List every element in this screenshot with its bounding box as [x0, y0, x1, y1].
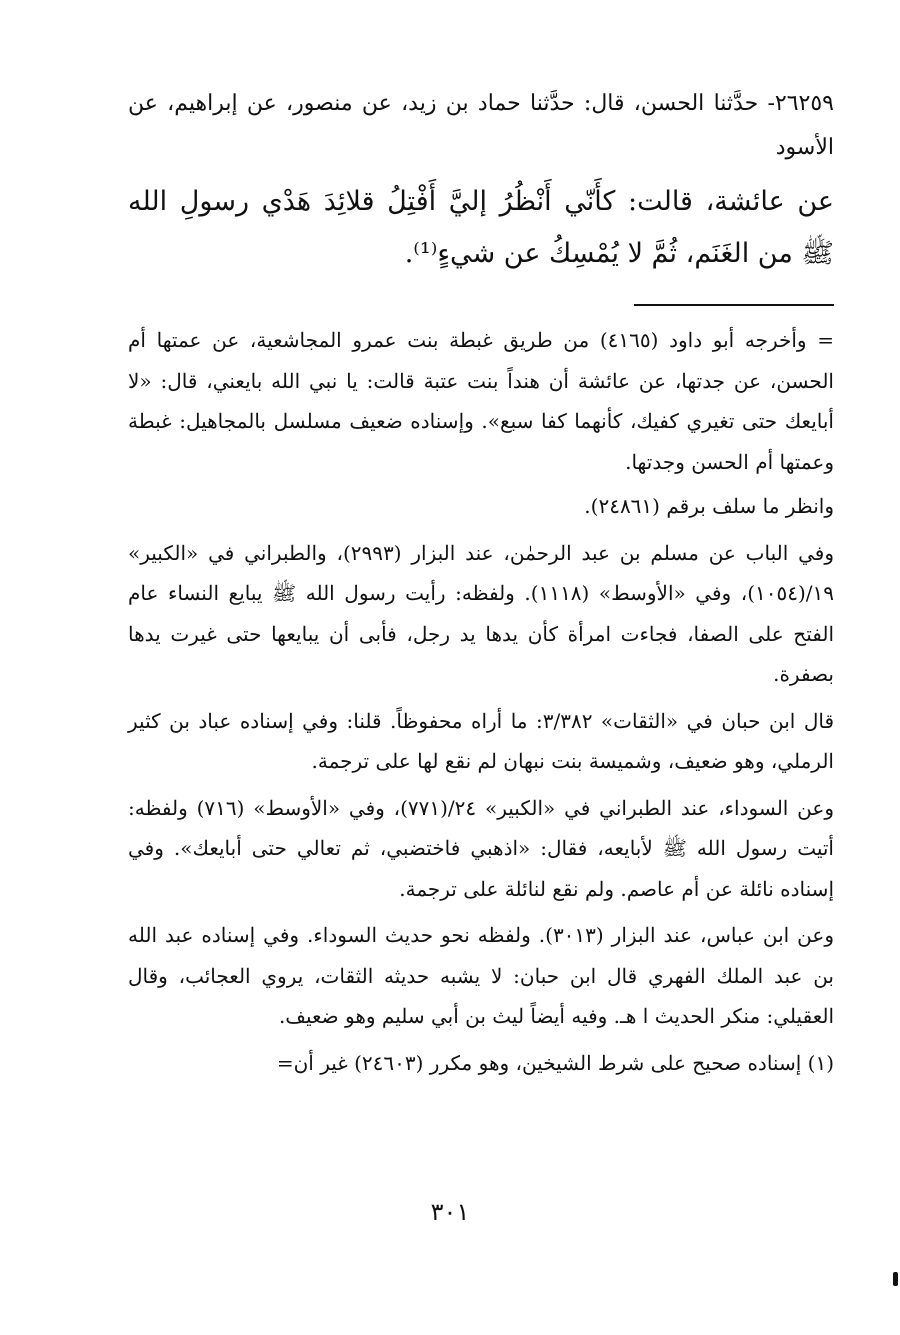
footnote-paragraph: وعن السوداء، عند الطبراني في «الكبير» ٢٤/(٧٧١)، وفي «الأوسط» (٧١٦) ولفظه: أتيت رسول الله ﷺ لأبايعه، فقال: «اذهبي فاختضبي، ثم تعالي حتى أبايعك». وفي إسناده نائلة عن أم عاصم. ولم نقع لنائلة على ترجمة.	[128, 795, 834, 901]
page-number: ٣٠١	[430, 1198, 470, 1226]
footnote-separator	[634, 304, 834, 306]
footnote-paragraph: وانظر ما سلف برقم (٢٤٨٦١).	[584, 494, 834, 518]
footnote-paragraph: قال ابن حبان في «الثقات» ٣/٣٨٢: ما أراه محفوظاً. قلنا: وفي إسناده عباد بن كثير الرملي، وهو ضعيف، وشميسة بنت نبهان لم نقع لها على ترجمة.	[128, 708, 835, 773]
footnote-paragraph: (١) إسناده صحيح على شرط الشيخين، وهو مكرر (٢٤٦٠٣) غير أن=	[276, 1050, 834, 1075]
scan-edge-mark	[893, 1272, 898, 1286]
page-body	[128, 82, 834, 1087]
footnote-paragraph: وعن ابن عباس، عند البزار (٣٠١٣). ولفظه نحو حديث السوداء. وفي إسناده عبد الله بن عبد الملك الفهري قال ابن حبان: لا يشبه حديثه الثقات، يروي العجائب، وقال العقيلي: منكر الحديث ا هـ. وفيه أيضاً ليث بن أبي سليم وهو ضعيف.	[128, 923, 834, 1028]
hadith-matn: عن عائشة، قالت: كأَنّي أَنْظُرُ إليَّ أَفْتِلُ قلائِدَ هَدْي رسولِ الله ﷺ من الغَنَم، ثُمَّ لا يُمْسِكُ عن شيءٍ⁽¹⁾.	[128, 186, 834, 269]
footnote-paragraph: = وأخرجه أبو داود (٤١٦٥) من طريق غبطة بنت عمرو المجاشعية، عن عمتها أم الحسن، عن جدتها، عن عائشة أن هنداً بنت عتبة قالت: يا نبي الله بايعني، قال: «لا أبايعك حتى تغيري كفيك، كأنهما كفا سبع». وإسناده ضعيف مسلسل بالمجاهيل: غبطة وعمتها أم الحسن وجدتها.	[128, 328, 834, 474]
footnote-paragraph: وفي الباب عن مسلم بن عبد الرحمٰن، عند البزار (٢٩٩٣)، والطبراني في «الكبير» ١٩/(١٠٥٤)، وفي «الأوسط» (١١١٨). ولفظه: رأيت رسول الله ﷺ يبايع النساء عام الفتح على الصفا، فجاءت امرأة كأن يدها يد رجل، فأبى أن يبايعها حتى غيرت يدها بصفرة.	[128, 540, 835, 686]
hadith-isnad: ٢٦٢٥٩- حدَّثنا الحسن، قال: حدَّثنا حماد بن زيد، عن منصور، عن إبراهيم، عن الأسود	[128, 91, 834, 160]
footnotes	[128, 320, 834, 1083]
